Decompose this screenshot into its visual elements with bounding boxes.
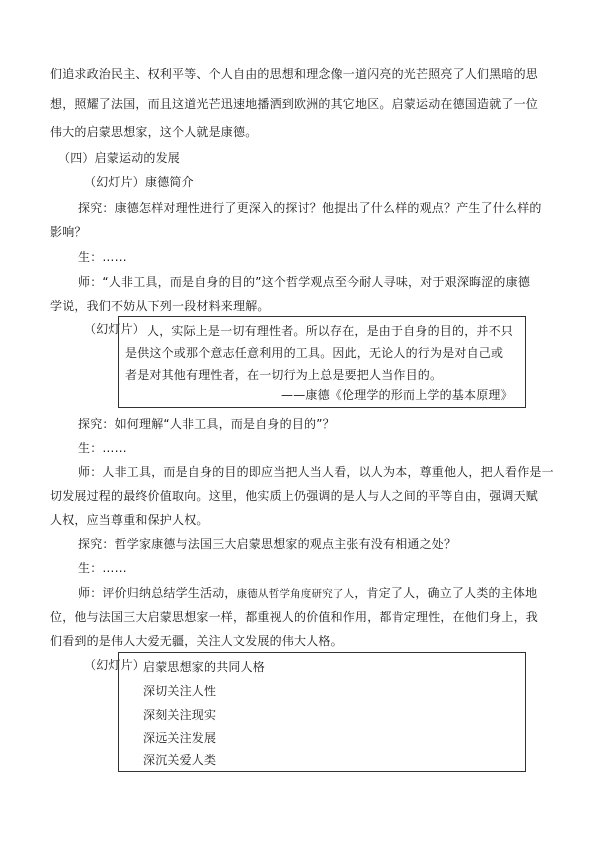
teacher-remark: 师：人非工具，而是自身的目的即应当把人当人看，以人为本，尊重他人，把人看作是一 — [78, 465, 554, 479]
teacher-remark: 师：“人非工具，而是自身的目的”这个哲学观点至今耐人寻味，对于艰深晦涩的康德 — [78, 275, 531, 289]
student-response: 生：…… — [78, 561, 127, 575]
teacher-remark: 切发展过程的最终价值取向。这里，他实质上仍强调的是人与人之间的平等自由，强调天赋 — [50, 489, 539, 503]
paragraph-line: 想，照耀了法国，而且这道光芒迅速地播洒到欧洲的其它地区。启蒙运动在德国造就了一位 — [50, 97, 539, 111]
inquiry-question: 探究：哲学家康德与法国三大启蒙思想家的观点主张有没有相通之处？ — [78, 537, 457, 551]
trait-item: 深切关注人性 — [143, 684, 217, 698]
teacher-remark: 们看到的是伟人大爱无疆，关注人文发展的伟大人格。 — [50, 634, 343, 648]
teacher-remark-part: 康德从哲学角度研究了人 — [236, 588, 355, 600]
inquiry-question: 影响？ — [50, 225, 87, 239]
traits-box — [118, 652, 526, 772]
section-heading: （四）启蒙运动的发展 — [58, 151, 181, 165]
teacher-remark — [78, 585, 537, 602]
paragraph-line: 伟大的启蒙思想家，这个人就是康德。 — [50, 125, 258, 139]
trait-item: 深沉关爱人类 — [143, 753, 217, 767]
slide-note: （幻灯片）康德简介 — [84, 175, 194, 189]
slide-note: （幻灯片） — [84, 322, 146, 336]
trait-item: 深刻关注现实 — [143, 708, 217, 722]
student-response: 生：…… — [78, 441, 127, 455]
quote-line: 者是对其他有理性者，在一切行为上总是要把人当作目的。 — [125, 368, 443, 382]
quote-box — [118, 316, 526, 408]
teacher-remark: 学说，我们不妨从下列一段材料来理解。 — [50, 299, 270, 313]
trait-item: 深远关注发展 — [143, 731, 217, 745]
quote-line: 是供这个或那个意志任意利用的工具。因此，无论人的行为是对自己或 — [125, 346, 504, 360]
inquiry-question: 探究：康德怎样对理性进行了更深入的探讨？他提出了什么样的观点？产生了什么样的 — [78, 201, 542, 215]
student-response: 生：…… — [78, 250, 127, 264]
teacher-remark: 人权，应当尊重和保护人权。 — [50, 513, 209, 527]
slide-note: （幻灯片） — [84, 658, 146, 672]
inquiry-question: 探究：如何理解“人非工具，而是自身的目的”？ — [78, 417, 335, 431]
quote-line: 人，实际上是一切有理性者。所以存在，是由于自身的目的，并不只 — [147, 324, 514, 338]
teacher-remark: 位，他与法国三大启蒙思想家一样，都重视人的价值和作用，都肯定理性，在他们身上，我 — [50, 610, 539, 624]
traits-title: 启蒙思想家的共同人格 — [143, 660, 266, 674]
quote-source: ——康德《伦理学的形而上学的基本原理》 — [281, 388, 513, 402]
teacher-remark-part: 师：评价归纳总结学生活动， — [78, 586, 237, 600]
teacher-remark-part: ，肯定了人，确立了人类的主体地 — [354, 586, 538, 600]
paragraph-line: 们追求政治民主、权利平等、个人自由的思想和理念像一道闪亮的光芒照亮了人们黑暗的思 — [50, 67, 539, 81]
